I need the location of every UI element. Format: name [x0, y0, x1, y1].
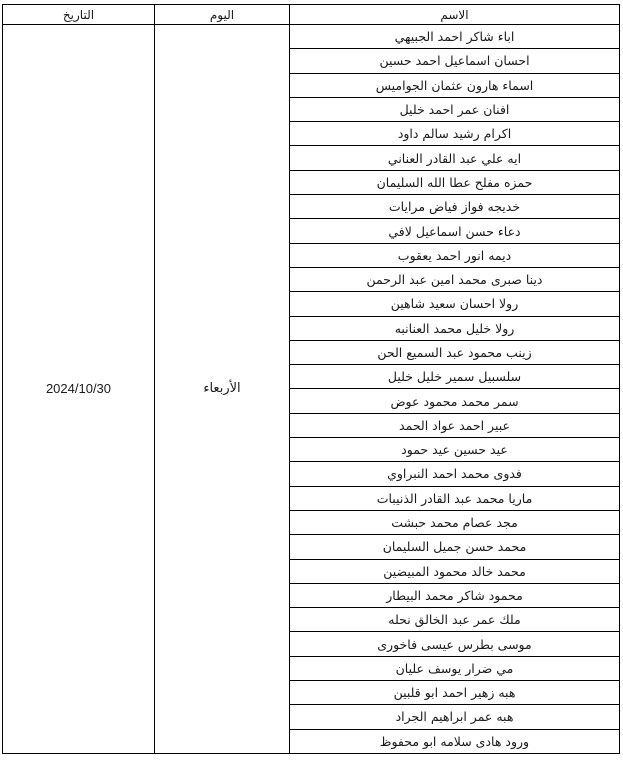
name-cell: ورود هادى سلامه ابو محفوظ [290, 729, 620, 753]
name-cell: ايه علي عبد القادر العناني [290, 146, 620, 170]
name-cell: عبير احمد عواد الحمد [290, 413, 620, 437]
name-cell: خديجه فواز فياض مرايات [290, 195, 620, 219]
header-day: اليوم [155, 5, 290, 25]
name-cell: رولا احسان سعيد شاهين [290, 292, 620, 316]
name-cell: فدوى محمد احمد النبراوي [290, 462, 620, 486]
name-cell: سلسبيل سمير خليل خليل [290, 365, 620, 389]
date-cell: 2024/10/30 [3, 25, 155, 754]
table-body [3, 25, 620, 754]
name-cell: موسى بطرس عيسى فاخورى [290, 632, 620, 656]
header-name: الاسم [290, 5, 620, 25]
name-cell: اكرام رشيد سالم داود [290, 122, 620, 146]
day-cell: الأربعاء [155, 25, 290, 754]
name-cell: اسماء هارون عثمان الجواميس [290, 73, 620, 97]
header-row [3, 5, 620, 25]
name-cell: ملك عمر عبد الخالق نحله [290, 608, 620, 632]
name-cell: مجد عصام محمد حبشت [290, 510, 620, 534]
name-cell: عيد حسين عيد حمود [290, 438, 620, 462]
name-cell: زينب محمود عبد السميع الحن [290, 340, 620, 364]
name-cell: اباء شاكر احمد الجبيهي [290, 25, 620, 49]
name-cell: هبه عمر ابراهيم الجراد [290, 705, 620, 729]
name-cell: محمد خالد محمود المبيضين [290, 559, 620, 583]
name-cell: محمود شاكر محمد البيطار [290, 583, 620, 607]
name-cell: سمر محمد محمود عوض [290, 389, 620, 413]
name-cell: ديمه انور احمد يعقوب [290, 243, 620, 267]
name-cell: احسان اسماعيل احمد حسين [290, 49, 620, 73]
name-cell: حمزه مفلح عطا الله السليمان [290, 170, 620, 194]
table-row [3, 25, 620, 49]
name-cell: مي ضرار يوسف عليان [290, 656, 620, 680]
name-cell: دعاء حسن اسماعيل لافي [290, 219, 620, 243]
name-cell: محمد حسن جميل السليمان [290, 535, 620, 559]
header-date: التاريخ [3, 5, 155, 25]
attendance-table [2, 4, 620, 754]
name-cell: دينا صبرى محمد امين عبد الرحمن [290, 267, 620, 291]
name-cell: هبه زهير احمد ابو قلبين [290, 681, 620, 705]
name-cell: افنان عمر احمد خليل [290, 97, 620, 121]
name-cell: رولا خليل محمد العنانبه [290, 316, 620, 340]
name-cell: ماريا محمد عبد القادر الذنيبات [290, 486, 620, 510]
